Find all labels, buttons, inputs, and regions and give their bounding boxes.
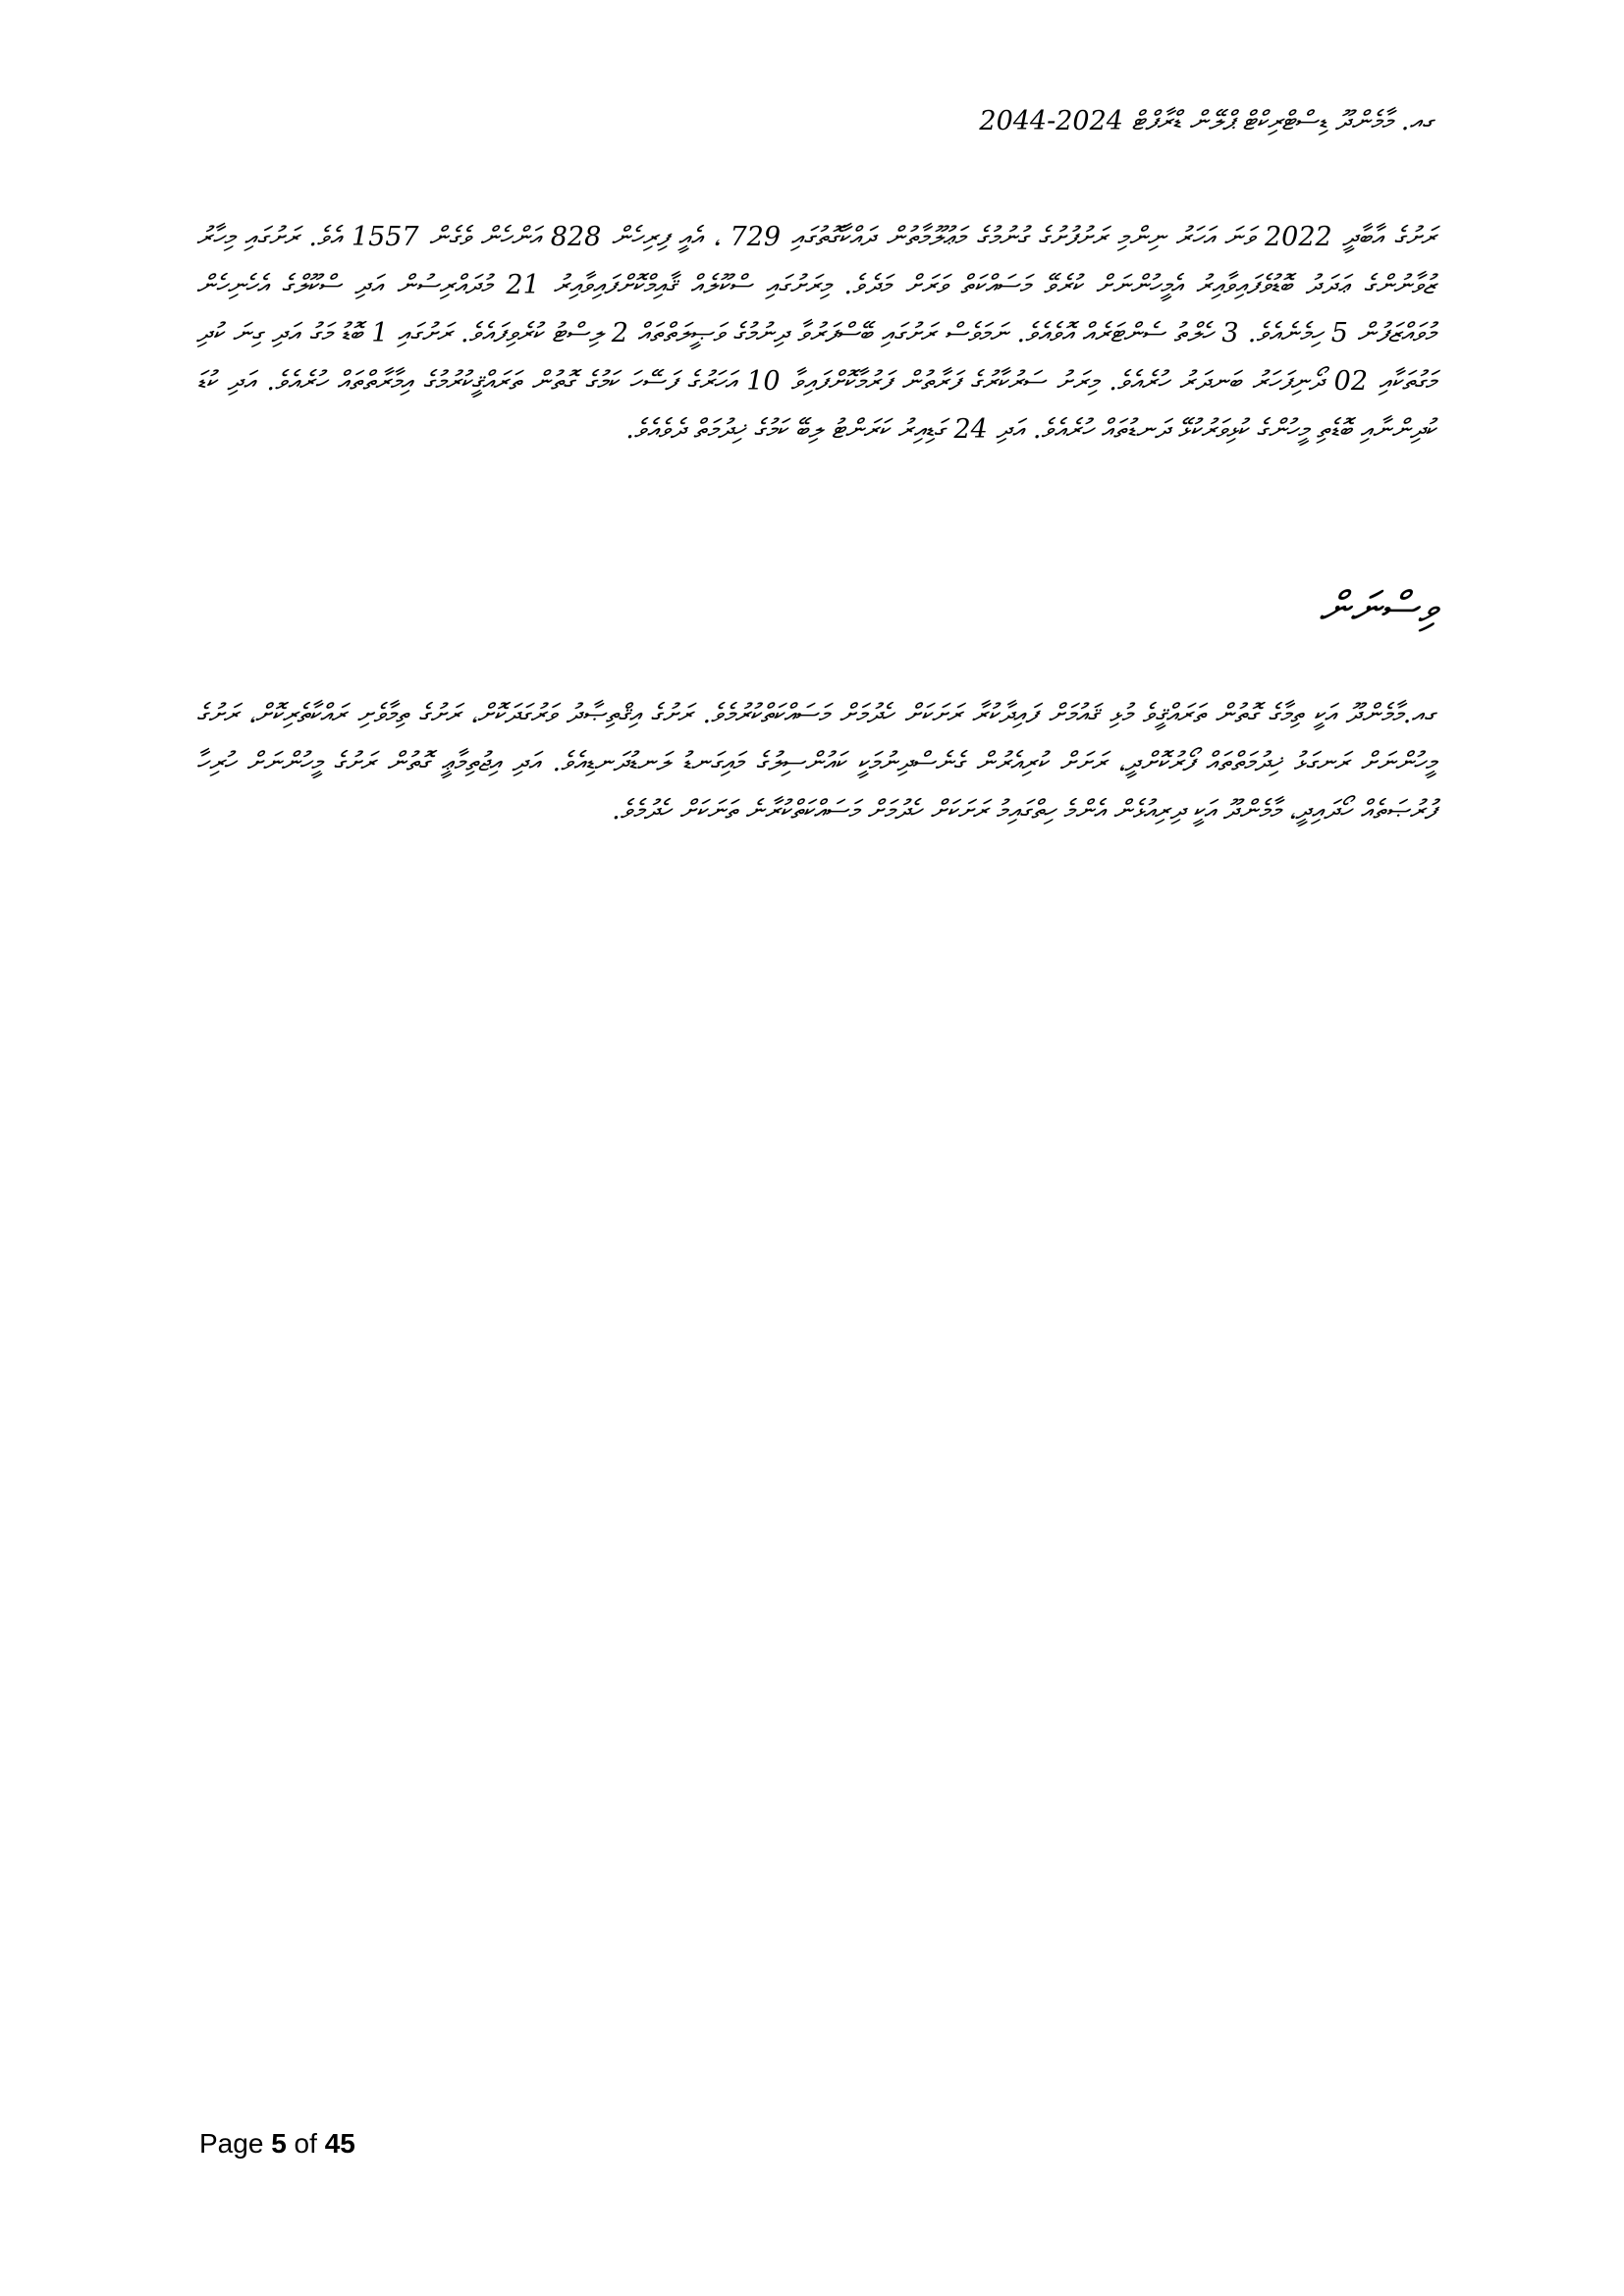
page-total: 45 <box>324 2128 355 2159</box>
paragraph-vision: ގއ.މާމެންދޫ އަކީ ތިމާގެ ގޮތުން ތަރައްޤީވެ މުޅި ޤައުމަށް ފައިދާކުރާ ރަށަކަށް ހެދުމަށް މަސައްކަތްކުރުމެވެ. ރަށުގެ އިޤްތިޞާދު ވަރުގަދަކޮށް، ރަށުގެ ތިމާވެށި ރައްކާތެރިކޮށް، ރަށުގެ މީހުންނަށް ރަނގަޅު ޚިދުމަތްތައް ފޯރުކޮށްދީ، ރަށަށް ކުރިއެރުން ގެނެސްދިނުމަކީ ކައުންސިލުގެ މައިގަނޑު ލަނޑުދަނޑިއެވެ. އަދި އިޖުތިމާޢީ ގޮތުން ރަށުގެ މީހުންނަށް ހުރިހާ ފުރުޞަތެއް ހޯދައިދީ، މާމެންދޫ އަކީ ދިރިއުޅެން އެންމެ ހިތްގައިމު ރަށަކަށް ހެދުމަށް މަސައްކަތްކުރާނެ ތަނަކަށް ހެދުމެވެ. <box>196 699 1435 826</box>
page-prefix: Page <box>199 2128 264 2159</box>
page-current: 5 <box>271 2128 287 2159</box>
page-header: ގއ. މާމެންދޫ ޑިސްޓްރިކްޓް ޕްލޭން ޑްރާފްޓް 2024-2044 <box>979 106 1434 136</box>
section-heading-vision: ވިސްނަން <box>1319 583 1435 633</box>
page-separator: of <box>294 2128 317 2159</box>
paragraph-population: ރަށުގެ އާބާދީ 2022 ވަނަ އަހަރު ނިންމި ރަށުފުށުގެ ގުނުމުގެ މަޢުލޫމާތުން ދައްކާގޮތުގައި 729 ، އެއީ ފިރިހެން 828 އަންހެން ވެގެން 1557 އެވެ. ރަށުގައި މިހާރު ޒުވާނުންގެ ޢަދަދު ބޮޑުވެފައިވާއިރު އެމީހުންނަށް ކުރެވޭ މަސައްކަތް ވަރަށް މަދެވެ. މިރަށުގައި ސްކޫލެއް ޤާއިމްކޮށްފައިވާއިރު 21 މުދައްރިސުން އަދި ސްކޫލްގެ އެހެނިހެން މުވައްޒަފުން 5 ހިމެނެއެވެ. 3 ހެލްތު ސެންޓަރެއް އޮވެއެވެ. ނަމަވެސް ރަށުގައި ބޭސްފަރުވާ ދިނުމުގެ ވަޞީލަތްތައް 2 ލިސްޓު ކުރެވިފައެވެ. ރަށުގައި 1 ބޮޑު މަގު އަދި ގިނަ ކުދި މަގުތަކާއި 02 ދޯނިފަހަރު ބަނދަރު ހުރެއެވެ. މިރަށު ސަރުކާރުގެ ފަރާތުން ފަރުމާކޮށްފައިވާ 10 އަހަރުގެ ފަސޭހަ ކަމުގެ ގޮތުން ތަރައްޤީކުރުމުގެ އިމާރާތްތައް ހުރެއެވެ. އަދި ކުޑަ ކުދިންނާއި ބޮޑެތި މީހުންގެ ކުޅިވަރުކުޅޭ ދަނޑުތައް ހުރެއެވެ. އަދި 24 ގަޑިއިރު ކަރަންޓު ލިބޭ ކަމުގެ ޚިދުމަތް ދެވެއެވެ. <box>196 222 1435 445</box>
page-number <box>199 2126 355 2162</box>
